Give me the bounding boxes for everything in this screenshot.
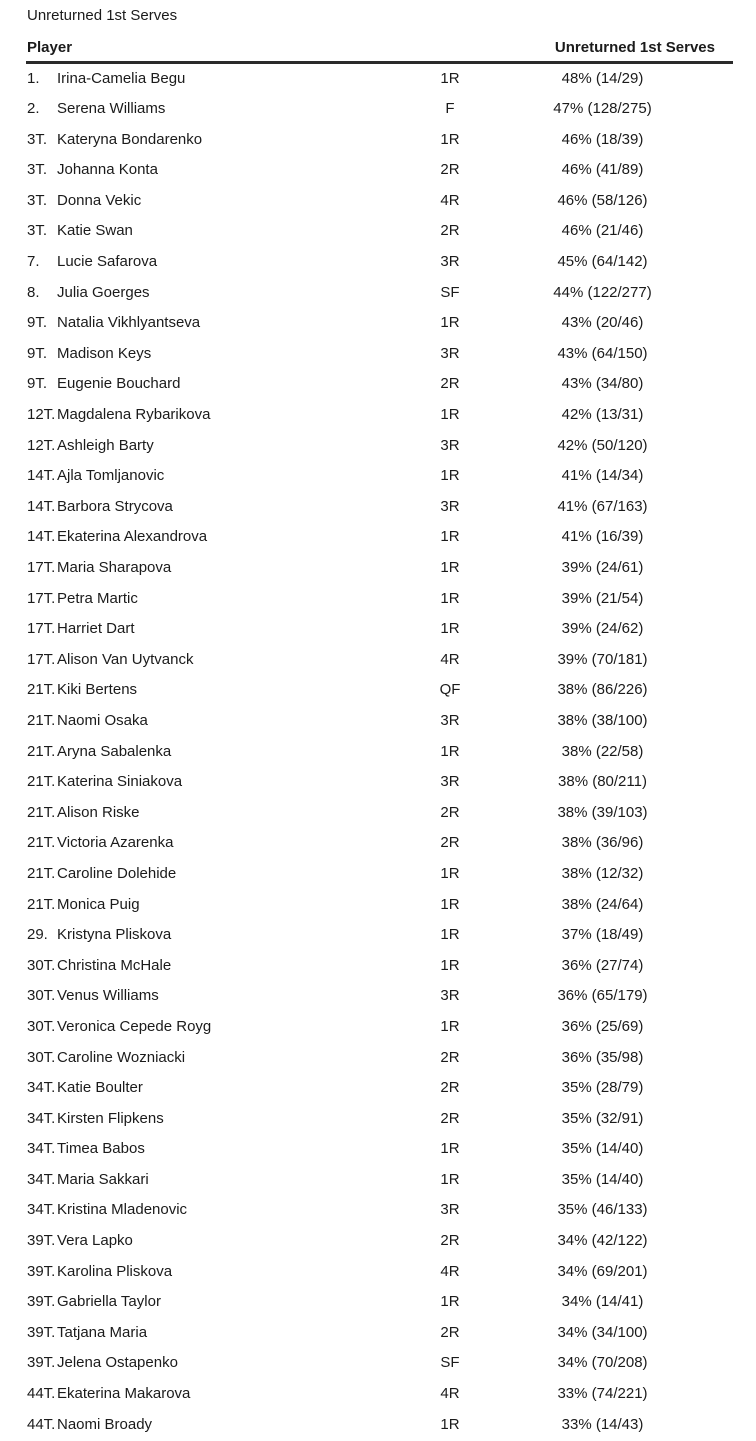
table-row — [0, 522, 756, 553]
unreturned-serves-value: 45% (64/142) — [557, 253, 648, 271]
table-row — [0, 1379, 756, 1410]
table-row — [0, 584, 756, 615]
round-reached: 1R — [440, 1293, 460, 1311]
player-rank: 30T. — [27, 1017, 56, 1035]
round-reached: 2R — [440, 803, 460, 821]
player-name: Ashleigh Barty — [57, 436, 154, 454]
player-name: Timea Babos — [57, 1140, 145, 1158]
round-reached: 1R — [440, 589, 460, 607]
player-name: Veronica Cepede Royg — [57, 1017, 212, 1035]
unreturned-serves-value: 46% (41/89) — [561, 161, 644, 179]
round-reached: 2R — [440, 375, 460, 393]
player-name: Katie Boulter — [57, 1079, 143, 1097]
player-name: Barbora Strycova — [57, 497, 173, 515]
round-reached: 3R — [440, 711, 460, 729]
round-reached: 3R — [440, 344, 460, 362]
player-name: Donna Vekic — [57, 191, 142, 209]
table-row — [0, 400, 756, 431]
unreturned-serves-value: 44% (122/277) — [553, 283, 652, 301]
round-reached: 2R — [440, 834, 460, 852]
unreturned-serves-value: 35% (28/79) — [561, 1079, 644, 1097]
table-row — [0, 614, 756, 645]
player-rank: 9T. — [27, 314, 48, 332]
player-rank: 12T. — [27, 436, 56, 454]
table-row — [0, 1165, 756, 1196]
round-reached: 1R — [440, 1140, 460, 1158]
unreturned-serves-value: 41% (14/34) — [561, 467, 644, 485]
stats-table-body — [0, 64, 756, 1441]
round-reached: 1R — [440, 528, 460, 546]
player-name: Naomi Osaka — [57, 711, 148, 729]
player-rank: 44T. — [27, 1385, 56, 1403]
round-reached: 1R — [440, 956, 460, 974]
player-name: Kateryna Bondarenko — [57, 130, 203, 148]
table-row — [0, 1226, 756, 1257]
table-row — [0, 645, 756, 676]
player-name: Katie Swan — [57, 222, 133, 240]
unreturned-serves-value: 33% (74/221) — [557, 1385, 648, 1403]
player-rank: 8. — [27, 283, 40, 301]
unreturned-serves-value: 36% (35/98) — [561, 1048, 644, 1066]
unreturned-serves-value: 38% (36/96) — [561, 834, 644, 852]
player-name: Magdalena Rybarikova — [57, 406, 211, 424]
player-rank: 2. — [27, 100, 40, 118]
unreturned-serves-value: 38% (38/100) — [557, 711, 648, 729]
player-name: Natalia Vikhlyantseva — [57, 314, 201, 332]
round-reached: 3R — [440, 987, 460, 1005]
unreturned-serves-value: 46% (18/39) — [561, 130, 644, 148]
round-reached: 1R — [440, 559, 460, 576]
table-row — [0, 1318, 756, 1349]
table-row — [0, 1073, 756, 1104]
unreturned-serves-value: 39% (24/62) — [561, 620, 644, 638]
unreturned-serves-value: 42% (13/31) — [561, 406, 644, 424]
player-rank: 3T. — [27, 191, 48, 209]
player-rank: 39T. — [27, 1232, 56, 1250]
round-reached: 3R — [440, 773, 460, 791]
table-row — [0, 1257, 756, 1288]
round-reached: F — [445, 100, 455, 118]
table-row — [0, 1012, 756, 1043]
player-name: Maria Sakkari — [57, 1170, 149, 1188]
unreturned-serves-value: 42% (50/120) — [557, 436, 648, 454]
player-rank: 39T. — [27, 1354, 56, 1372]
round-reached: 1R — [440, 406, 460, 424]
round-reached: 1R — [440, 467, 460, 485]
round-reached: 1R — [440, 864, 460, 882]
player-rank: 30T. — [27, 987, 56, 1005]
table-row — [0, 553, 756, 584]
player-rank: 34T. — [27, 1140, 56, 1158]
page-title: Unreturned 1st Serves — [27, 7, 178, 24]
round-reached: 1R — [440, 620, 460, 638]
unreturned-serves-value: 38% (39/103) — [557, 803, 648, 821]
player-name: Karolina Pliskova — [57, 1262, 173, 1280]
table-row — [0, 1104, 756, 1135]
unreturned-serves-value: 37% (18/49) — [561, 926, 644, 944]
player-rank: 21T. — [27, 711, 56, 729]
round-reached: 3R — [440, 497, 460, 515]
unreturned-serves-value: 48% (14/29) — [561, 69, 644, 87]
player-rank: 21T. — [27, 681, 56, 699]
player-name: Harriet Dart — [57, 620, 135, 638]
table-row — [0, 1043, 756, 1074]
unreturned-serves-value: 35% (32/91) — [561, 1109, 644, 1127]
player-name: Venus Williams — [57, 987, 159, 1005]
round-reached: 2R — [440, 1048, 460, 1066]
table-row — [0, 64, 756, 95]
round-reached: QF — [439, 681, 461, 699]
round-reached: 2R — [440, 1232, 460, 1250]
table-row — [0, 461, 756, 492]
player-name: Naomi Broady — [57, 1415, 153, 1433]
unreturned-serves-value: 38% (86/226) — [557, 681, 648, 699]
unreturned-serves-value: 36% (27/74) — [561, 956, 644, 974]
table-row — [0, 1410, 756, 1441]
unreturned-serves-value: 33% (14/43) — [561, 1415, 644, 1433]
player-name: Kirsten Flipkens — [57, 1109, 164, 1127]
table-row — [0, 798, 756, 829]
player-rank: 21T. — [27, 742, 56, 760]
table-row — [0, 920, 756, 951]
round-reached: 4R — [440, 1385, 460, 1403]
player-name: Caroline Wozniacki — [57, 1048, 186, 1066]
player-name: Christina McHale — [57, 956, 172, 974]
unreturned-serves-value: 41% (67/163) — [557, 497, 648, 515]
player-name: Maria Sharapova — [57, 559, 172, 576]
player-name: Johanna Konta — [57, 161, 158, 179]
player-name: Ekaterina Alexandrova — [57, 528, 208, 546]
unreturned-serves-value: 38% (80/211) — [558, 773, 647, 791]
player-rank: 17T. — [27, 650, 56, 668]
unreturned-serves-value: 41% (16/39) — [561, 528, 644, 546]
player-rank: 21T. — [27, 834, 56, 852]
round-reached: SF — [440, 283, 460, 301]
table-row — [0, 859, 756, 890]
round-reached: 1R — [440, 742, 460, 760]
player-name: Lucie Safarova — [57, 253, 158, 271]
player-rank: 17T. — [27, 589, 56, 607]
unreturned-serves-value: 43% (20/46) — [561, 314, 644, 332]
unreturned-serves-value: 43% (64/150) — [557, 344, 648, 362]
player-rank: 3T. — [27, 222, 48, 240]
round-reached: 2R — [440, 222, 460, 240]
round-reached: 1R — [440, 895, 460, 913]
unreturned-serves-value: 38% (24/64) — [561, 895, 644, 913]
player-name: Tatjana Maria — [57, 1323, 148, 1341]
player-rank: 34T. — [27, 1079, 56, 1097]
unreturned-serves-value: 35% (14/40) — [561, 1140, 644, 1158]
unreturned-serves-value: 36% (25/69) — [561, 1017, 644, 1035]
round-reached: 4R — [440, 650, 460, 668]
player-rank: 17T. — [27, 559, 56, 576]
player-name: Serena Williams — [57, 100, 166, 118]
unreturned-serves-value: 34% (14/41) — [561, 1293, 644, 1311]
unreturned-serves-value: 34% (69/201) — [557, 1262, 648, 1280]
unreturned-serves-value: 39% (24/61) — [561, 559, 644, 576]
table-row — [0, 247, 756, 278]
table-row — [0, 155, 756, 186]
player-name: Ajla Tomljanovic — [57, 467, 165, 485]
player-name: Katerina Siniakova — [57, 773, 183, 791]
round-reached: 1R — [440, 1017, 460, 1035]
player-rank: 34T. — [27, 1201, 56, 1219]
player-name: Petra Martic — [57, 589, 138, 607]
player-rank: 1. — [27, 69, 40, 87]
player-name: Eugenie Bouchard — [57, 375, 181, 393]
round-reached: 4R — [440, 1262, 460, 1280]
table-row — [0, 94, 756, 125]
player-name: Kristyna Pliskova — [57, 926, 172, 944]
player-name: Kiki Bertens — [57, 681, 138, 699]
round-reached: 2R — [440, 1109, 460, 1127]
round-reached: 1R — [440, 1170, 460, 1188]
round-reached: 1R — [440, 69, 460, 87]
unreturned-serves-value: 39% (21/54) — [561, 589, 644, 607]
table-row — [0, 1195, 756, 1226]
table-row — [0, 737, 756, 768]
player-name: Aryna Sabalenka — [57, 742, 172, 760]
player-name: Alison Riske — [57, 803, 140, 821]
unreturned-serves-value: 35% (46/133) — [557, 1201, 648, 1219]
player-rank: 44T. — [27, 1415, 56, 1433]
player-rank: 14T. — [27, 497, 56, 515]
player-rank: 14T. — [27, 528, 56, 546]
round-reached: 2R — [440, 1323, 460, 1341]
player-rank: 12T. — [27, 406, 56, 424]
round-reached: SF — [440, 1354, 460, 1372]
player-rank: 14T. — [27, 467, 56, 485]
table-row — [0, 216, 756, 247]
player-rank: 34T. — [27, 1170, 56, 1188]
player-rank: 7. — [27, 253, 40, 271]
table-row — [0, 339, 756, 370]
round-reached: 2R — [440, 1079, 460, 1097]
table-row — [0, 125, 756, 156]
player-name: Victoria Azarenka — [57, 834, 174, 852]
unreturned-serves-value: 38% (22/58) — [561, 742, 644, 760]
player-rank: 17T. — [27, 620, 56, 638]
table-row — [0, 369, 756, 400]
player-name: Kristina Mladenovic — [57, 1201, 188, 1219]
round-reached: 1R — [440, 1415, 460, 1433]
player-name: Alison Van Uytvanck — [57, 650, 194, 668]
round-reached: 3R — [440, 1201, 460, 1219]
round-reached: 2R — [440, 161, 460, 179]
table-row — [0, 1348, 756, 1379]
player-rank: 39T. — [27, 1323, 56, 1341]
table-row — [0, 706, 756, 737]
unreturned-serves-value: 34% (70/208) — [557, 1354, 648, 1372]
table-row — [0, 951, 756, 982]
player-rank: 21T. — [27, 864, 56, 882]
player-rank: 9T. — [27, 375, 48, 393]
table-header-row — [0, 38, 756, 58]
player-rank: 21T. — [27, 773, 56, 791]
unreturned-serves-value: 46% (58/126) — [557, 191, 648, 209]
column-header-unreturned-1st-serves: Unreturned 1st Serves — [554, 39, 715, 56]
player-rank: 30T. — [27, 956, 56, 974]
unreturned-serves-value: 38% (12/32) — [561, 864, 644, 882]
table-row — [0, 767, 756, 798]
player-name: Julia Goerges — [57, 283, 150, 301]
player-rank: 39T. — [27, 1262, 56, 1280]
player-name: Gabriella Taylor — [57, 1293, 161, 1311]
unreturned-serves-value: 35% (14/40) — [561, 1170, 644, 1188]
table-row — [0, 981, 756, 1012]
player-name: Irina-Camelia Begu — [57, 69, 186, 87]
table-row — [0, 1134, 756, 1165]
player-name: Vera Lapko — [57, 1232, 133, 1250]
round-reached: 4R — [440, 191, 460, 209]
player-name: Monica Puig — [57, 895, 140, 913]
unreturned-serves-value: 47% (128/275) — [553, 100, 652, 118]
player-rank: 3T. — [27, 130, 48, 148]
unreturned-serves-value: 34% (34/100) — [557, 1323, 648, 1341]
table-row — [0, 828, 756, 859]
player-rank: 21T. — [27, 895, 56, 913]
table-row — [0, 492, 756, 523]
round-reached: 1R — [440, 314, 460, 332]
unreturned-serves-value: 34% (42/122) — [557, 1232, 648, 1250]
table-row — [0, 890, 756, 921]
player-rank: 21T. — [27, 803, 56, 821]
round-reached: 1R — [440, 926, 460, 944]
player-rank: 39T. — [27, 1293, 56, 1311]
player-rank: 3T. — [27, 161, 48, 179]
unreturned-serves-value: 36% (65/179) — [557, 987, 648, 1005]
player-rank: 34T. — [27, 1109, 56, 1127]
round-reached: 1R — [440, 130, 460, 148]
table-row — [0, 308, 756, 339]
player-name: Madison Keys — [57, 344, 152, 362]
player-name: Ekaterina Makarova — [57, 1385, 191, 1403]
round-reached: 3R — [440, 436, 460, 454]
player-name: Jelena Ostapenko — [57, 1354, 178, 1372]
table-row — [0, 431, 756, 462]
table-row — [0, 1287, 756, 1318]
player-rank: 29. — [27, 926, 48, 944]
player-rank: 30T. — [27, 1048, 56, 1066]
table-row — [0, 186, 756, 217]
column-header-player: Player — [27, 39, 73, 56]
player-name: Caroline Dolehide — [57, 864, 177, 882]
table-row — [0, 675, 756, 706]
round-reached: 3R — [440, 253, 460, 271]
unreturned-serves-value: 39% (70/181) — [557, 650, 648, 668]
player-rank: 9T. — [27, 344, 48, 362]
unreturned-serves-value: 46% (21/46) — [561, 222, 644, 240]
unreturned-serves-value: 43% (34/80) — [561, 375, 644, 393]
table-row — [0, 278, 756, 309]
